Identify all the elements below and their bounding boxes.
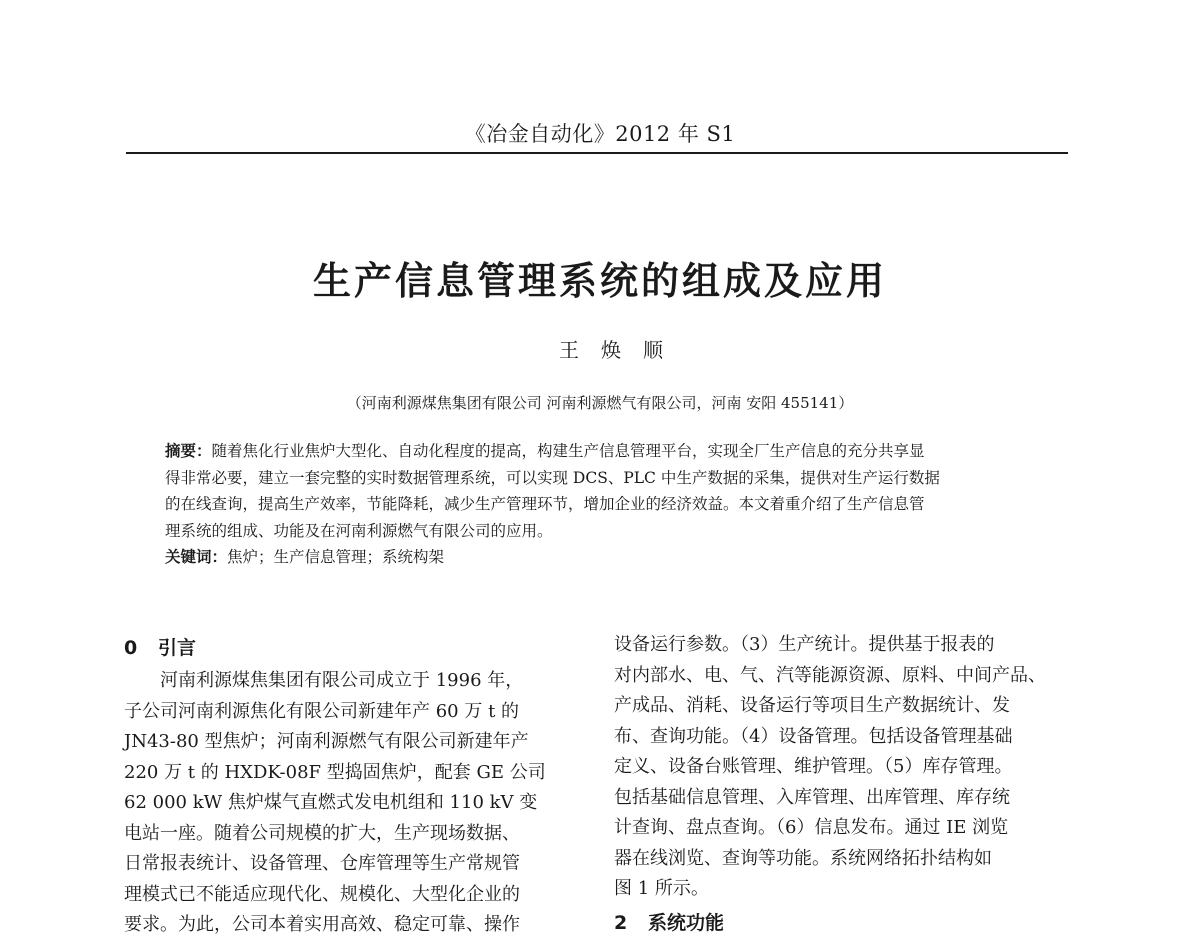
body-line: 河南利源煤焦集团有限公司成立于 1996 年， <box>160 670 524 691</box>
body-line: 布、查询功能。（4）设备管理。包括设备管理基础 <box>614 725 1013 747</box>
body-line: 电站一座。随着公司规模的扩大，生产现场数据、 <box>124 822 520 844</box>
body-line: 器在线浏览、查询等功能。系统网络拓扑结构如 <box>614 847 992 869</box>
body-line: 220 万 t 的 HXDK-08F 型捣固焦炉，配套 GE 公司 <box>124 761 546 783</box>
body-line: 计查询、盘点查询。（6）信息发布。通过 IE 浏览 <box>614 817 1009 838</box>
abstract-line: 理系统的组成、功能及在河南利源燃气有限公司的应用。 <box>165 521 553 540</box>
body-line: 日常报表统计、设备管理、仓库管理等生产常规管 <box>124 853 520 874</box>
body-line: 对内部水、电、气、汽等能源资源、原料、中间产品、 <box>614 664 1046 686</box>
section-heading-intro <box>124 630 576 666</box>
author-name: 王焕顺 <box>559 338 685 362</box>
body-line: 子公司河南利源焦化有限公司新建年产 60 万 t 的 <box>124 700 520 722</box>
section-title: 引言 <box>158 637 197 659</box>
abstract-line: 得非常必要，建立一套完整的实时数据管理系统，可以实现 DCS、PLC 中生产数据的采集，提供对生产运行数据 <box>165 468 940 487</box>
section-number: 0 <box>124 637 138 659</box>
body-line: 包括基础信息管理、入库管理、出库管理、库存统 <box>614 786 1010 808</box>
abstract-label: 摘要： <box>165 441 212 460</box>
abstract-line: 摘要：随着焦化行业焦炉大型化、自动化程度的提高，构建生产信息管理平台，实现全厂生产信息的充分共享显 <box>165 441 925 460</box>
header-rule <box>126 152 1068 154</box>
right-column <box>614 630 1066 941</box>
abstract-block <box>165 438 1035 571</box>
body-line: 定义、设备台账管理、维护管理。（5）库存管理。 <box>614 756 1013 777</box>
abstract-line: 的在线查询，提高生产效率，节能降耗，减少生产管理环节，增加企业的经济效益。本文着重介绍了生产信息管 <box>165 495 925 513</box>
paper-title: 生产信息管理系统的组成及应用 <box>312 259 887 303</box>
body-line: 要求。为此，公司本着实用高效、稳定可靠、操作 <box>124 914 520 935</box>
section-heading-functions <box>614 905 1066 941</box>
body-line: 产成品、消耗、设备运行等项目生产数据统计、发 <box>614 695 1010 716</box>
body-line: 62 000 kW 焦炉煤气直燃式发电机组和 110 kV 变 <box>124 792 538 813</box>
journal-header: 《冶金自动化》2012 年 S1 <box>464 122 736 146</box>
keywords-label: 关键词： <box>165 547 228 566</box>
keywords-text: 焦炉；生产信息管理；系统构架 <box>227 548 445 566</box>
left-column <box>124 630 576 941</box>
body-line: 设备运行参数。（3）生产统计。提供基于报表的 <box>614 634 995 655</box>
affiliation: （河南利源煤焦集团有限公司 河南利源燃气有限公司，河南 安阳 455141） <box>346 394 854 412</box>
body-line: 图 1 所示。 <box>614 878 709 899</box>
keywords-line <box>165 544 1035 571</box>
section-number: 2 <box>614 911 628 934</box>
body-line: JN43-80 型焦炉；河南利源燃气有限公司新建年产 <box>124 731 529 752</box>
section-title: 系统功能 <box>648 911 725 934</box>
body-line: 理模式已不能适应现代化、规模化、大型化企业的 <box>124 883 520 905</box>
